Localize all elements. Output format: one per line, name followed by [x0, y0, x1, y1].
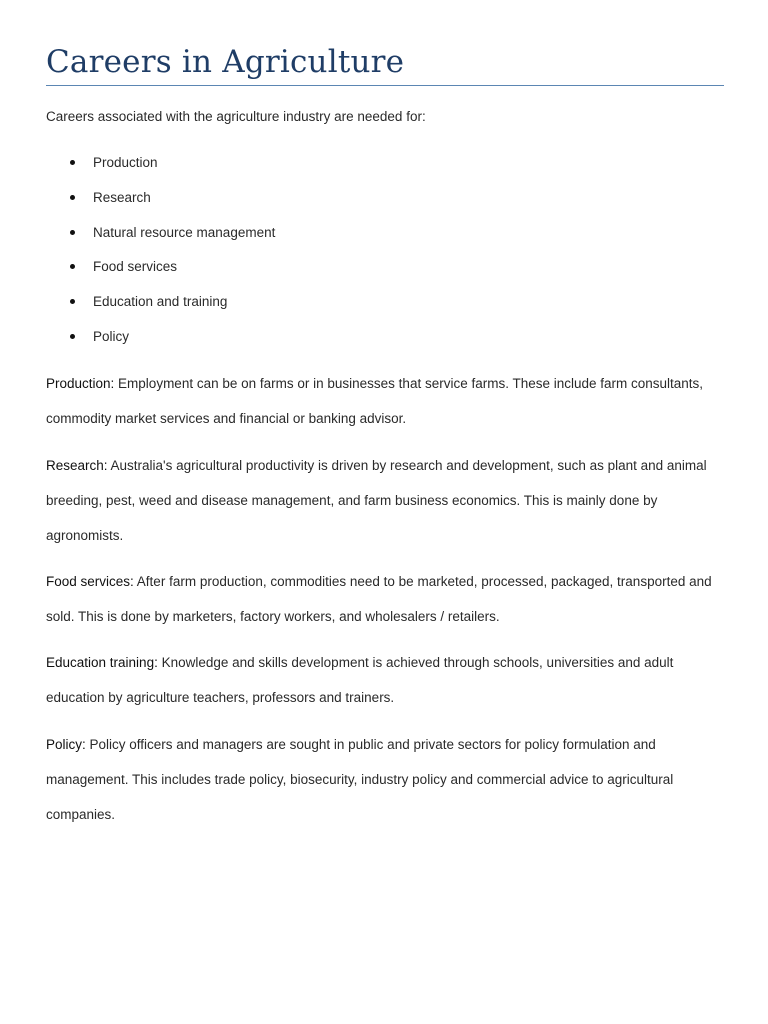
paragraph-label: Education training: — [46, 655, 158, 670]
bullet-icon — [70, 334, 75, 339]
paragraph-label: Research: — [46, 458, 108, 473]
list-item-label: Natural resource management — [93, 224, 276, 240]
paragraph-text: Policy officers and managers are sought in public and private sectors for policy formulation and management. This includes trade policy, biosecurity, industry policy and commercial advice to agricultural companies. — [46, 737, 674, 822]
list-item-label: Production — [93, 155, 158, 170]
paragraph-label: Production: — [46, 376, 115, 391]
paragraph-text: After farm production, commodities need to be marketed, processed, packaged, transported and sold. This is done by marketers, factory workers, and wholesalers / retailers. — [46, 574, 712, 624]
paragraph-text: Australia's agricultural productivity is driven by research and development, such as plant and animal breeding, pest, weed and disease management, and farm business economics. This is mainly done by agronomists. — [46, 458, 707, 543]
policy-paragraph — [46, 728, 728, 832]
paragraph-label: Food services: — [46, 574, 134, 589]
page-title: Careers in Agriculture — [46, 44, 405, 80]
food-services-paragraph — [46, 565, 728, 635]
title-underline — [46, 85, 724, 86]
list-item-label: Policy — [93, 328, 130, 344]
bullet-icon — [70, 160, 75, 165]
paragraph-label: Policy: — [46, 737, 86, 752]
intro-text: Careers associated with the agriculture industry are needed for: — [46, 109, 426, 124]
bullet-icon — [70, 195, 75, 200]
list-item-label: Research — [93, 189, 151, 205]
list-item-label: Food services — [93, 259, 178, 275]
research-paragraph — [46, 449, 728, 553]
list-item-label: Education and training — [93, 294, 228, 310]
education-training-paragraph — [46, 646, 728, 716]
bullet-icon — [70, 264, 75, 269]
paragraph-text: Employment can be on farms or in businesses that service farms. These include farm consultants, commodity market services and financial or banking advisor. — [46, 376, 704, 426]
production-paragraph — [46, 367, 728, 437]
bullet-icon — [70, 230, 75, 235]
bullet-icon — [70, 299, 75, 304]
paragraph-text: Knowledge and skills development is achieved through schools, universities and adult education by agriculture teachers, professors and trainers. — [46, 655, 674, 705]
